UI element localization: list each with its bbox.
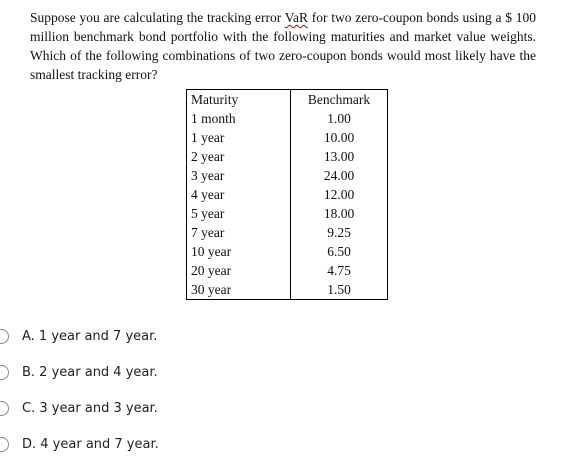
question-text-end: for two zero-coupon bonds using a $ 100 million benchmark bond portfolio with the following maturities and market value weights. Which of the following combinations of two zero-coupon bonds would most likely have the smallest tracking error? <box>30 10 536 82</box>
table-row <box>187 242 388 261</box>
table-row <box>187 147 388 166</box>
radio-button[interactable] <box>0 365 9 380</box>
radio-button[interactable] <box>0 401 9 416</box>
answer-option-label[interactable]: D. 4 year and 7 year. <box>22 437 159 452</box>
answer-option-label[interactable]: A. 1 year and 7 year. <box>22 329 158 344</box>
maturity-cell: 4 year <box>191 187 225 202</box>
benchmark-cell: 9.25 <box>291 223 388 242</box>
table-row <box>187 223 388 242</box>
table-row <box>187 204 388 223</box>
benchmark-cell: 13.00 <box>291 147 388 166</box>
maturity-cell: 1 year <box>191 130 225 145</box>
answer-options <box>0 320 561 464</box>
answer-option-a[interactable] <box>0 320 561 356</box>
maturity-cell: 7 year <box>191 225 225 240</box>
benchmark-cell: 24.00 <box>291 166 388 185</box>
answer-option-c[interactable] <box>0 392 561 428</box>
column-header-maturity: Maturity <box>191 92 239 107</box>
table-row <box>187 261 388 280</box>
maturity-cell: 3 year <box>191 168 225 183</box>
table-row <box>187 280 388 300</box>
question-text-start: Suppose you are calculating the tracking error <box>30 10 285 25</box>
answer-option-label[interactable]: C. 3 year and 3 year. <box>22 401 158 416</box>
benchmark-cell: 6.50 <box>291 242 388 261</box>
var-term: VaR <box>284 10 308 25</box>
table-row <box>187 166 388 185</box>
column-header-benchmark: Benchmark <box>291 90 388 110</box>
radio-button[interactable] <box>0 437 9 452</box>
table-row <box>187 185 388 204</box>
answer-option-label[interactable]: B. 2 year and 4 year. <box>22 365 158 380</box>
maturity-cell: 5 year <box>191 206 225 221</box>
table-row <box>187 109 388 128</box>
maturity-cell: 10 year <box>191 244 232 259</box>
radio-button[interactable] <box>0 329 9 344</box>
benchmark-cell: 18.00 <box>291 204 388 223</box>
benchmark-cell: 1.00 <box>291 109 388 128</box>
answer-option-d[interactable] <box>0 428 561 464</box>
maturity-cell: 30 year <box>191 282 232 297</box>
benchmark-cell: 4.75 <box>291 261 388 280</box>
benchmark-cell: 10.00 <box>291 128 388 147</box>
maturity-cell: 2 year <box>191 149 225 164</box>
answer-option-b[interactable] <box>0 356 561 392</box>
table-row <box>187 128 388 147</box>
maturity-cell: 1 month <box>191 111 236 126</box>
maturity-benchmark-table <box>186 89 388 300</box>
question-text <box>30 8 536 84</box>
benchmark-cell: 12.00 <box>291 185 388 204</box>
benchmark-cell: 1.50 <box>291 280 388 300</box>
maturity-cell: 20 year <box>191 263 232 278</box>
table-header-row <box>187 90 388 110</box>
